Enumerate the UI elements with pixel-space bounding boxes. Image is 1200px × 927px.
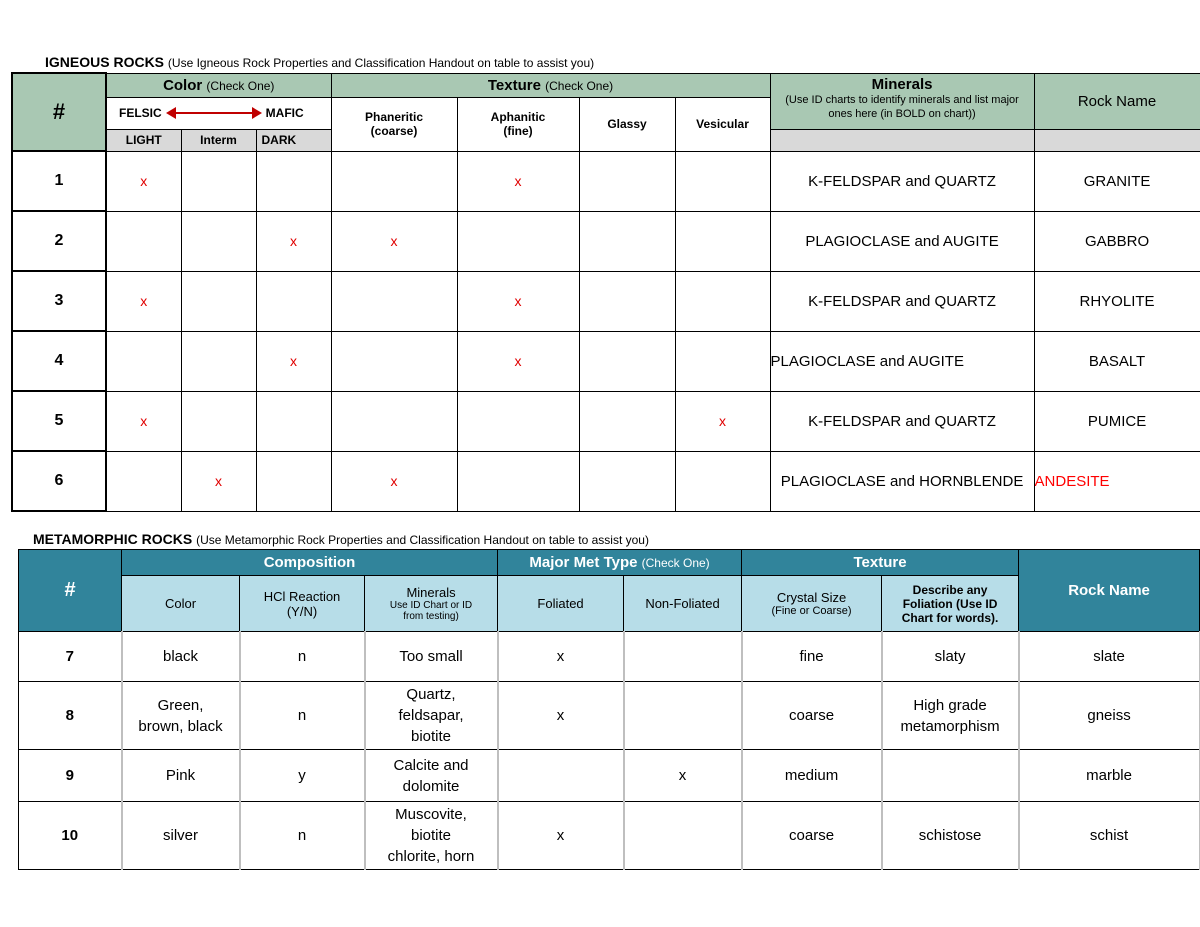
hcl-cell[interactable]: n <box>240 682 365 750</box>
cell-line: biotite <box>411 827 452 844</box>
table-row <box>12 331 1200 391</box>
mafic-label: MAFIC <box>265 106 304 120</box>
check-mark: x <box>215 473 222 489</box>
cell-line: Quartz, <box>406 686 456 703</box>
minerals-cell[interactable]: PLAGIOCLASE and AUGITE <box>770 211 1034 271</box>
check-mark: x <box>719 413 727 429</box>
rock-name-cell[interactable]: schist <box>1019 802 1200 870</box>
rock-name-cell[interactable]: slate <box>1019 632 1200 682</box>
check-mark: x <box>290 353 297 369</box>
glassy-header: Glassy <box>579 97 675 151</box>
cell-line: Muscovite, <box>395 806 467 823</box>
table-row <box>19 632 1200 682</box>
color-cell[interactable] <box>122 750 240 802</box>
check-mark: x <box>514 353 522 369</box>
metamorphic-table <box>18 549 1200 870</box>
felsic-label: FELSIC <box>119 106 162 120</box>
minerals-cell[interactable]: K-FELDSPAR and QUARTZ <box>770 271 1034 331</box>
describe-cell[interactable] <box>882 632 1019 682</box>
rock-name-cell[interactable]: ANDESITE <box>1034 451 1200 511</box>
check-cell-interm[interactable] <box>181 451 256 511</box>
row-number: 4 <box>12 331 106 391</box>
check-cell-phan[interactable] <box>331 451 457 511</box>
check-cell-glassy[interactable] <box>579 451 675 511</box>
cell-line: dolomite <box>402 777 460 795</box>
rock-name-cell[interactable]: marble <box>1019 750 1200 802</box>
minerals-cell[interactable]: K-FELDSPAR and QUARTZ <box>770 151 1034 211</box>
meta-color-header: Color <box>122 576 240 632</box>
igneous-texture-header: Texture (Check One) <box>331 73 770 97</box>
minerals-cell[interactable] <box>365 682 498 750</box>
row-number: 1 <box>12 151 106 211</box>
non-foliated-cell[interactable] <box>624 682 742 750</box>
table-row <box>19 682 1200 750</box>
table-row <box>12 451 1200 511</box>
minerals-subheader-blank <box>770 129 1034 151</box>
foliated-cell[interactable]: x <box>498 632 624 682</box>
check-mark: x <box>140 293 148 309</box>
meta-minerals-header: Minerals Use ID Chart or ID from testing) <box>365 576 498 632</box>
non-foliated-cell[interactable] <box>624 802 742 870</box>
check-cell-light[interactable] <box>106 451 181 511</box>
hcl-cell[interactable]: n <box>240 632 365 682</box>
row-number: 6 <box>12 451 106 511</box>
igneous-minerals-sub: (Use ID charts to identify minerals and list major ones here (in BOLD on chart)) <box>785 93 1019 120</box>
check-cell-aphan[interactable] <box>457 271 579 331</box>
meta-texture-header: Texture <box>742 550 1019 576</box>
check-cell-aphan[interactable] <box>457 451 579 511</box>
cell-line: silver <box>162 827 198 844</box>
igneous-title-text: IGNEOUS ROCKS <box>45 54 165 70</box>
color-cell[interactable] <box>122 682 240 750</box>
interm-header: Interm <box>181 129 256 151</box>
color-cell[interactable] <box>122 802 240 870</box>
crystal-size-cell[interactable]: medium <box>742 750 882 802</box>
check-cell-vesic[interactable] <box>675 151 770 211</box>
minerals-cell[interactable] <box>365 802 498 870</box>
non-foliated-cell[interactable] <box>624 632 742 682</box>
check-cell-dark[interactable] <box>256 331 331 391</box>
check-cell-glassy[interactable] <box>579 331 675 391</box>
hcl-cell[interactable]: n <box>240 802 365 870</box>
check-cell-vesic[interactable] <box>675 211 770 271</box>
hcl-cell[interactable]: y <box>240 750 365 802</box>
row-number[interactable]: 10 <box>19 802 122 870</box>
row-number[interactable]: 8 <box>19 682 122 750</box>
row-number: 3 <box>12 271 106 331</box>
row-number: 2 <box>12 211 106 271</box>
check-cell-light[interactable] <box>106 151 181 211</box>
check-cell-dark[interactable] <box>256 151 331 211</box>
vesicular-header: Vesicular <box>675 97 770 151</box>
crystal-size-header: Crystal Size (Fine or Coarse) <box>742 576 882 632</box>
check-cell-phan[interactable] <box>331 151 457 211</box>
cell-line: schistose <box>918 827 982 844</box>
check-mark: x <box>290 233 297 249</box>
non-foliated-header: Non-Foliated <box>624 576 742 632</box>
cell-line: biotite <box>411 728 452 745</box>
check-cell-interm[interactable] <box>181 391 256 451</box>
check-cell-interm[interactable] <box>181 331 256 391</box>
meta-rockname-header: Rock Name <box>1019 550 1200 632</box>
check-mark: x <box>390 473 398 489</box>
cell-line: High grade <box>913 696 987 714</box>
double-arrow-icon <box>166 106 262 120</box>
check-cell-glassy[interactable] <box>579 391 675 451</box>
check-cell-vesic[interactable] <box>675 331 770 391</box>
check-cell-glassy[interactable] <box>579 151 675 211</box>
check-mark: x <box>514 173 522 189</box>
minerals-cell[interactable]: PLAGIOCLASE and HORNBLENDE <box>770 451 1034 511</box>
describe-cell[interactable] <box>882 802 1019 870</box>
check-cell-aphan[interactable] <box>457 151 579 211</box>
rockname-subheader-blank <box>1034 129 1200 151</box>
igneous-title <box>45 54 594 70</box>
rock-name-cell[interactable]: RHYOLITE <box>1034 271 1200 331</box>
foliated-cell[interactable]: x <box>498 682 624 750</box>
foliated-header: Foliated <box>498 576 624 632</box>
check-cell-light[interactable] <box>106 391 181 451</box>
check-mark: x <box>514 293 522 309</box>
check-cell-light[interactable] <box>106 271 181 331</box>
check-cell-phan[interactable] <box>331 271 457 331</box>
table-row <box>19 802 1200 870</box>
check-cell-phan[interactable] <box>331 211 457 271</box>
check-mark: x <box>390 233 398 249</box>
check-cell-interm[interactable] <box>181 211 256 271</box>
crystal-size-cell[interactable]: coarse <box>742 682 882 750</box>
check-cell-light[interactable] <box>106 211 181 271</box>
check-cell-vesic[interactable] <box>675 451 770 511</box>
describe-cell[interactable] <box>882 750 1019 802</box>
check-cell-vesic[interactable] <box>675 271 770 331</box>
check-cell-aphan[interactable] <box>457 331 579 391</box>
check-cell-glassy[interactable] <box>579 271 675 331</box>
foliated-cell[interactable]: x <box>498 802 624 870</box>
table-row <box>12 391 1200 451</box>
row-number: 5 <box>12 391 106 451</box>
aphanitic-header: Aphanitic (fine) <box>457 97 579 151</box>
table-row <box>12 211 1200 271</box>
table-row <box>12 151 1200 211</box>
minerals-cell[interactable] <box>365 632 498 682</box>
check-cell-interm[interactable] <box>181 271 256 331</box>
check-cell-dark[interactable] <box>256 451 331 511</box>
check-cell-light[interactable] <box>106 331 181 391</box>
rock-name-cell[interactable]: BASALT <box>1034 331 1200 391</box>
check-mark: x <box>140 173 148 189</box>
dark-header: DARK <box>256 129 331 151</box>
cell-line: metamorphism <box>900 717 1000 735</box>
felsic-mafic-scale <box>106 97 331 129</box>
crystal-size-cell[interactable]: coarse <box>742 802 882 870</box>
check-cell-dark[interactable] <box>256 391 331 451</box>
phaneritic-header: Phaneritic (coarse) <box>331 97 457 151</box>
row-number[interactable]: 7 <box>19 632 122 682</box>
rock-name-cell[interactable]: PUMICE <box>1034 391 1200 451</box>
table-row <box>19 750 1200 802</box>
check-mark: x <box>140 413 148 429</box>
check-cell-glassy[interactable] <box>579 211 675 271</box>
igneous-rockname-header: Rock Name <box>1034 73 1200 129</box>
hcl-header: HCl Reaction (Y/N) <box>240 576 365 632</box>
meta-num-header: # <box>19 550 122 632</box>
igneous-table <box>11 72 1200 512</box>
igneous-minerals-header: Minerals (Use ID charts to identify minerals and list major ones here (in BOLD on chart)) <box>770 73 1034 129</box>
check-cell-phan[interactable] <box>331 331 457 391</box>
rock-name-cell[interactable]: GRANITE <box>1034 151 1200 211</box>
cell-line: Green, <box>157 696 204 714</box>
cell-line: Pink <box>165 767 196 784</box>
cell-line: brown, black <box>138 717 223 735</box>
minerals-cell[interactable]: K-FELDSPAR and QUARTZ <box>770 391 1034 451</box>
igneous-color-header: Color (Check One) <box>106 73 331 97</box>
describe-foliation-header: Describe any Foliation (Use ID Chart for words). <box>882 576 1019 632</box>
light-header: LIGHT <box>106 129 181 151</box>
non-foliated-cell[interactable]: x <box>624 750 742 802</box>
row-number[interactable]: 9 <box>19 750 122 802</box>
cell-line: Too small <box>399 648 463 665</box>
crystal-size-cell[interactable]: fine <box>742 632 882 682</box>
minerals-cell[interactable] <box>365 750 498 802</box>
cell-line: slaty <box>934 648 966 665</box>
metamorphic-title <box>33 531 649 547</box>
major-met-header: Major Met Type (Check One) <box>498 550 742 576</box>
composition-header: Composition <box>122 550 498 576</box>
igneous-num-header: # <box>12 73 106 151</box>
check-cell-dark[interactable] <box>256 271 331 331</box>
check-cell-dark[interactable] <box>256 211 331 271</box>
check-cell-phan[interactable] <box>331 391 457 451</box>
cell-line: black <box>162 648 199 665</box>
cell-line: chlorite, horn <box>387 848 475 865</box>
check-cell-aphan[interactable] <box>457 391 579 451</box>
metamorphic-subtitle: (Use Metamorphic Rock Properties and Classification Handout on table to assist you) <box>196 533 649 547</box>
igneous-subtitle: (Use Igneous Rock Properties and Classification Handout on table to assist you) <box>167 56 595 70</box>
check-cell-interm[interactable] <box>181 151 256 211</box>
rock-name-cell[interactable]: GABBRO <box>1034 211 1200 271</box>
check-cell-aphan[interactable] <box>457 211 579 271</box>
cell-line: feldsapar, <box>398 707 464 724</box>
metamorphic-title-text: METAMORPHIC ROCKS <box>33 531 193 547</box>
describe-cell[interactable] <box>882 682 1019 750</box>
cell-line: Calcite and <box>393 756 469 774</box>
foliated-cell[interactable] <box>498 750 624 802</box>
rock-name-cell[interactable]: gneiss <box>1019 682 1200 750</box>
minerals-cell[interactable]: PLAGIOCLASE and AUGITE <box>770 331 1034 391</box>
table-row <box>12 271 1200 331</box>
check-cell-vesic[interactable] <box>675 391 770 451</box>
color-cell[interactable] <box>122 632 240 682</box>
